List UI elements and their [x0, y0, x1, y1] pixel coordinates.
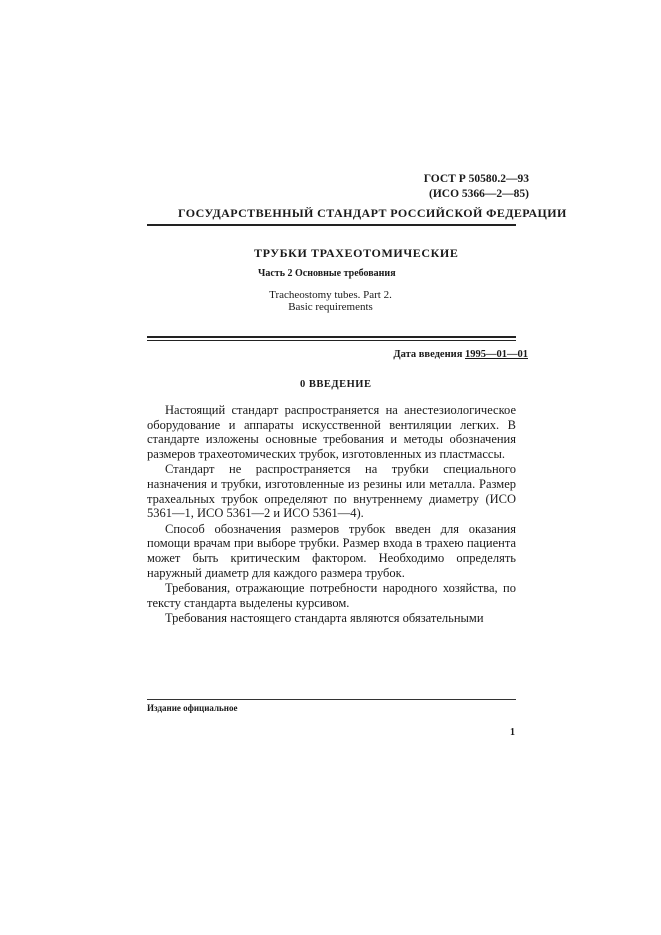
edition-label: Издание официальное: [147, 703, 238, 713]
english-title-line2: Basic requirements: [288, 301, 373, 313]
document-title: ТРУБКИ ТРАХЕОТОМИЧЕСКИЕ: [254, 246, 459, 260]
section-heading: 0 ВВЕДЕНИЕ: [300, 379, 372, 390]
doc-code-iso: (ИСО 5366—2—85): [429, 188, 529, 200]
body-text: [147, 403, 516, 627]
paragraph-1: Настоящий стандарт распространяется на анестезиологическое оборудование и аппараты искусственной вентиляции легких. В стандарте изложены основные требования и методы обозначения размеров трахеотомических трубок, изготовленных из пластмассы.: [147, 403, 516, 461]
paragraph-5: Требования настоящего стандарта являются обязательными: [165, 611, 484, 626]
standard-title: ГОСУДАРСТВЕННЫЙ СТАНДАРТ РОССИЙСКОЙ ФЕДЕРАЦИИ: [178, 206, 567, 220]
paragraph-3: Способ обозначения размеров трубок введен для оказания помощи врачам при выборе трубки. Размер входа в трахею пациента может быть критическим фактором. Необходимо определять наружный диаметр для каждого размера трубок.: [147, 521, 516, 580]
page-number: 1: [510, 727, 515, 738]
part-subtitle: Часть 2 Основные требования: [258, 268, 396, 279]
document-code: [424, 172, 529, 202]
top-rule: [147, 224, 516, 226]
paragraph-4: Требования, отражающие потребности народного хозяйства, по тексту стандарта выделены курсивом.: [147, 581, 516, 610]
english-title-line1: Tracheostomy tubes. Part 2.: [269, 289, 392, 301]
footer-rule: [147, 699, 516, 700]
doc-code-gost: ГОСТ Р 50580.2—93: [423, 173, 529, 185]
english-title: [0, 289, 661, 313]
date-label: Дата введения: [393, 349, 463, 360]
introduction-date: [393, 349, 528, 360]
date-value: 1995—01—01: [465, 349, 528, 360]
double-rule: [147, 336, 516, 341]
paragraph-2: Стандарт не распространяется на трубки специального назначения и трубки, изготовленные из резины или металла. Размер трахеальных трубок определяют по внутреннему диаметру (ИСО 5361—1, ИСО 5361—2 и ИСО 5361—4).: [147, 462, 516, 521]
